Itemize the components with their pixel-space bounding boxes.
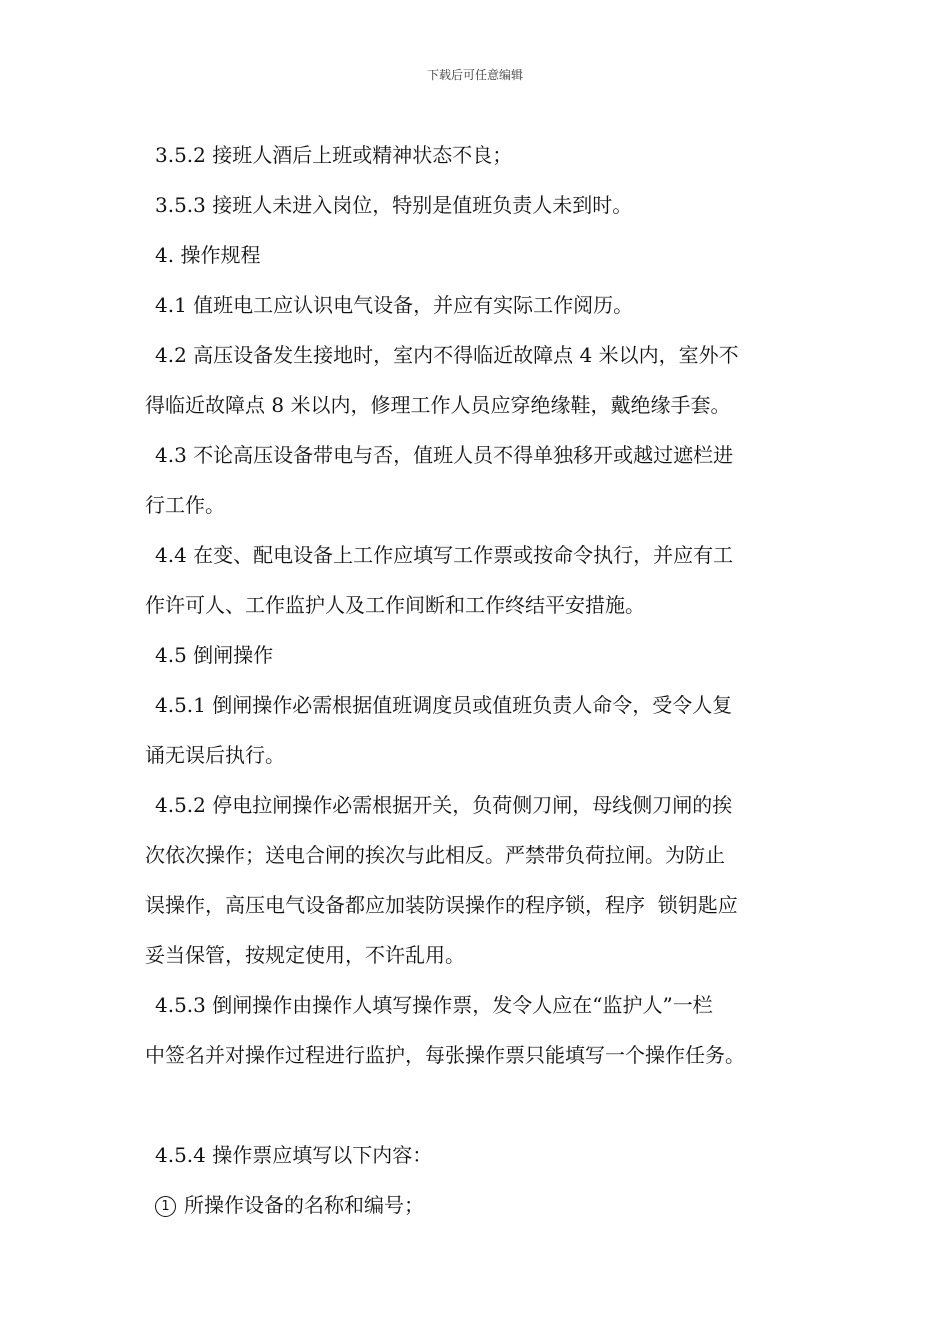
paragraph-line: 得临近故障点 8 米以内，修理工作人员应穿绝缘鞋，戴绝缘手套。 [145, 393, 731, 417]
paragraph-line: 3.5.3 接班人未进入岗位，特别是值班负责人未到时。 [155, 193, 633, 217]
page-header: 下载后可任意编辑 [426, 68, 523, 82]
paragraph-line: 行工作。 [145, 493, 225, 517]
blank-spacer [145, 1080, 825, 1130]
paragraph-line: 误操作，高压电气设备都应加装防误操作的程序锁，程序 锁钥匙应 [145, 893, 738, 917]
subsection-heading: 4.5 倒闸操作 [155, 643, 274, 667]
document-body [145, 130, 825, 1230]
paragraph-line: 诵无误后执行。 [145, 743, 285, 767]
paragraph-line: 4.3 不论高压设备带电与否，值班人员不得单独移开或越过遮栏进 [155, 443, 734, 467]
paragraph-line: 4.1 值班电工应认识电气设备，并应有实际工作阅历。 [155, 293, 634, 317]
circled-number-icon: 1 [155, 1196, 176, 1217]
paragraph-line: 次依次操作；送电合闸的挨次与此相反。严禁带负荷拉闸。为防止 [145, 843, 725, 867]
paragraph-line: 作许可人、工作监护人及工作间断和工作终结平安措施。 [145, 593, 645, 617]
paragraph-line: 3.5.2 接班人酒后上班或精神状态不良； [155, 143, 513, 167]
paragraph-line: 4.5.4 操作票应填写以下内容： [155, 1143, 433, 1167]
section-heading: 4. 操作规程 [155, 243, 261, 267]
paragraph-line: 4.5.3 倒闸操作由操作人填写操作票，发令人应在“监护人”一栏 [155, 993, 713, 1017]
paragraph-line: 妥当保管，按规定使用，不许乱用。 [145, 943, 465, 967]
paragraph-line: 中签名并对操作过程进行监护，每张操作票只能填写一个操作任务。 [145, 1043, 745, 1067]
paragraph-line: 4.5.2 停电拉闸操作必需根据开关，负荷侧刀闸，母线侧刀闸的挨 [155, 793, 733, 817]
paragraph-line: 4.5.1 倒闸操作必需根据值班调度员或值班负责人命令，受令人复 [155, 693, 733, 717]
paragraph-line: 4.2 高压设备发生接地时，室内不得临近故障点 4 米以内，室外不 [155, 343, 739, 367]
list-item [145, 1180, 825, 1230]
paragraph-line: 4.4 在变、配电设备上工作应填写工作票或按命令执行，并应有工 [155, 543, 734, 567]
list-item-text: 所操作设备的名称和编号； [184, 1193, 424, 1217]
